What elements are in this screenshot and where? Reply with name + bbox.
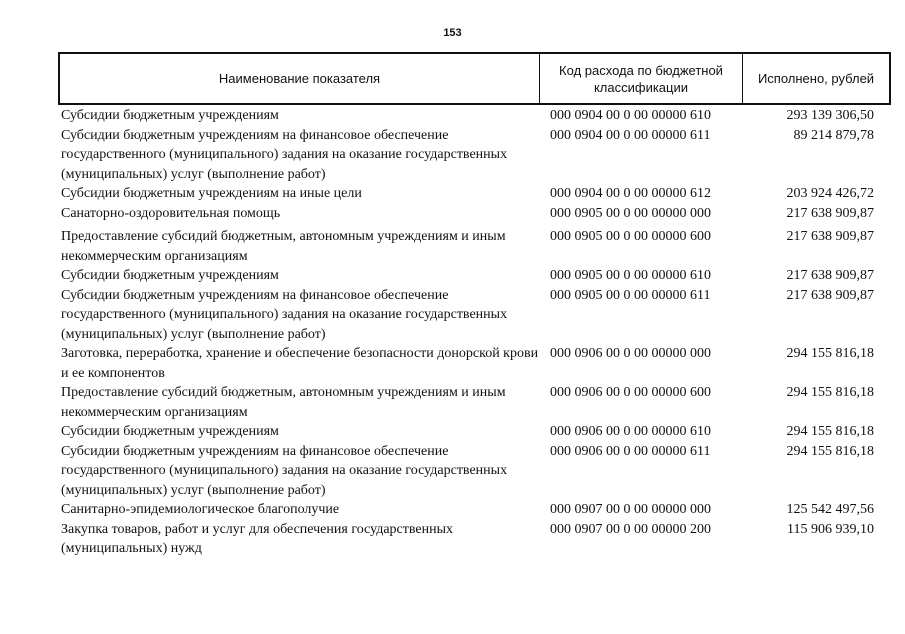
budget-code: 000 0907 00 0 00 00000 000: [550, 502, 711, 517]
budget-code: 000 0906 00 0 00 00000 610: [550, 424, 711, 439]
executed-amount: 89 214 879,78: [793, 127, 874, 143]
executed-amount: 203 924 426,72: [786, 186, 874, 201]
indicator-name: Предоставление субсидий бюджетным, автономным учреждениям и иным некоммерческим организациям: [61, 229, 506, 264]
budget-code: 000 0904 00 0 00 00000 610: [550, 108, 711, 123]
indicator-name: Субсидии бюджетным учреждениям: [61, 268, 279, 283]
table-row: [61, 344, 891, 383]
executed-amount: 217 638 909,87: [786, 287, 874, 303]
table-row: [61, 204, 891, 224]
indicator-name: Субсидии бюджетным учреждениям: [61, 108, 279, 123]
indicator-name: Заготовка, переработка, хранение и обеспечение безопасности донорской крови и ее компонентов: [61, 346, 539, 381]
indicator-name: Субсидии бюджетным учреждениям на финансовое обеспечение государственного (муниципального) задания на оказание государственных (муниципальных) услуг (выполнение работ): [61, 443, 508, 498]
table-row: [61, 286, 891, 345]
executed-amount: 294 155 816,18: [786, 346, 874, 361]
executed-amount: 294 155 816,18: [786, 385, 874, 400]
budget-code: 000 0906 00 0 00 00000 611: [550, 443, 711, 459]
budget-code: 000 0904 00 0 00 00000 612: [550, 186, 711, 201]
executed-amount: 294 155 816,18: [786, 443, 874, 459]
budget-code: 000 0905 00 0 00 00000 610: [550, 268, 711, 283]
indicator-name: Субсидии бюджетным учреждениям: [61, 424, 279, 439]
column-header-executed: Исполнено, рублей: [757, 71, 875, 86]
indicator-name: Субсидии бюджетным учреждениям на иные цели: [61, 186, 362, 201]
executed-amount: 294 155 816,18: [786, 424, 874, 439]
table-body: [61, 106, 891, 559]
table-row: [61, 422, 891, 442]
table-row: [61, 500, 891, 520]
column-header-code: Код расхода по бюджетной классификации: [540, 54, 743, 103]
indicator-name: Санитарно-эпидемиологическое благополучие: [61, 502, 340, 517]
table-row: [61, 126, 891, 185]
indicator-name: Закупка товаров, работ и услуг для обеспечения государственных (муниципальных) нужд: [61, 521, 454, 556]
budget-code: 000 0906 00 0 00 00000 000: [550, 346, 711, 361]
column-header-name: Наименование показателя: [60, 54, 540, 103]
table-row: [61, 106, 891, 126]
budget-code: 000 0904 00 0 00 00000 611: [550, 127, 711, 143]
indicator-name: Субсидии бюджетным учреждениям на финансовое обеспечение государственного (муниципального) задания на оказание государственных (муниципальных) услуг (выполнение работ): [61, 287, 508, 342]
table-header: [58, 52, 891, 105]
table-row: [61, 266, 891, 286]
indicator-name: Субсидии бюджетным учреждениям на финансовое обеспечение государственного (муниципального) задания на оказание государственных (муниципальных) услуг (выполнение работ): [61, 127, 508, 182]
executed-amount: 217 638 909,87: [786, 268, 874, 283]
executed-amount: 217 638 909,87: [786, 205, 874, 221]
executed-amount: 115 906 939,10: [787, 521, 874, 537]
budget-code: 000 0905 00 0 00 00000 611: [550, 287, 711, 303]
table-row: [61, 520, 891, 559]
executed-amount: 125 542 497,56: [786, 502, 874, 517]
budget-code: 000 0905 00 0 00 00000 600: [550, 229, 711, 244]
table-row: [61, 184, 891, 204]
executed-amount: 293 139 306,50: [786, 108, 874, 123]
executed-amount: 217 638 909,87: [786, 229, 874, 244]
budget-code: 000 0906 00 0 00 00000 600: [550, 385, 711, 400]
indicator-name: Санаторно-оздоровительная помощь: [61, 205, 281, 221]
table-row: [61, 442, 891, 501]
budget-code: 000 0907 00 0 00 00000 200: [550, 521, 711, 537]
budget-code: 000 0905 00 0 00 00000 000: [550, 205, 711, 221]
page-number: 153: [443, 27, 462, 39]
table-row: [61, 227, 891, 266]
indicator-name: Предоставление субсидий бюджетным, автономным учреждениям и иным некоммерческим организациям: [61, 385, 506, 420]
table-row: [61, 383, 891, 422]
